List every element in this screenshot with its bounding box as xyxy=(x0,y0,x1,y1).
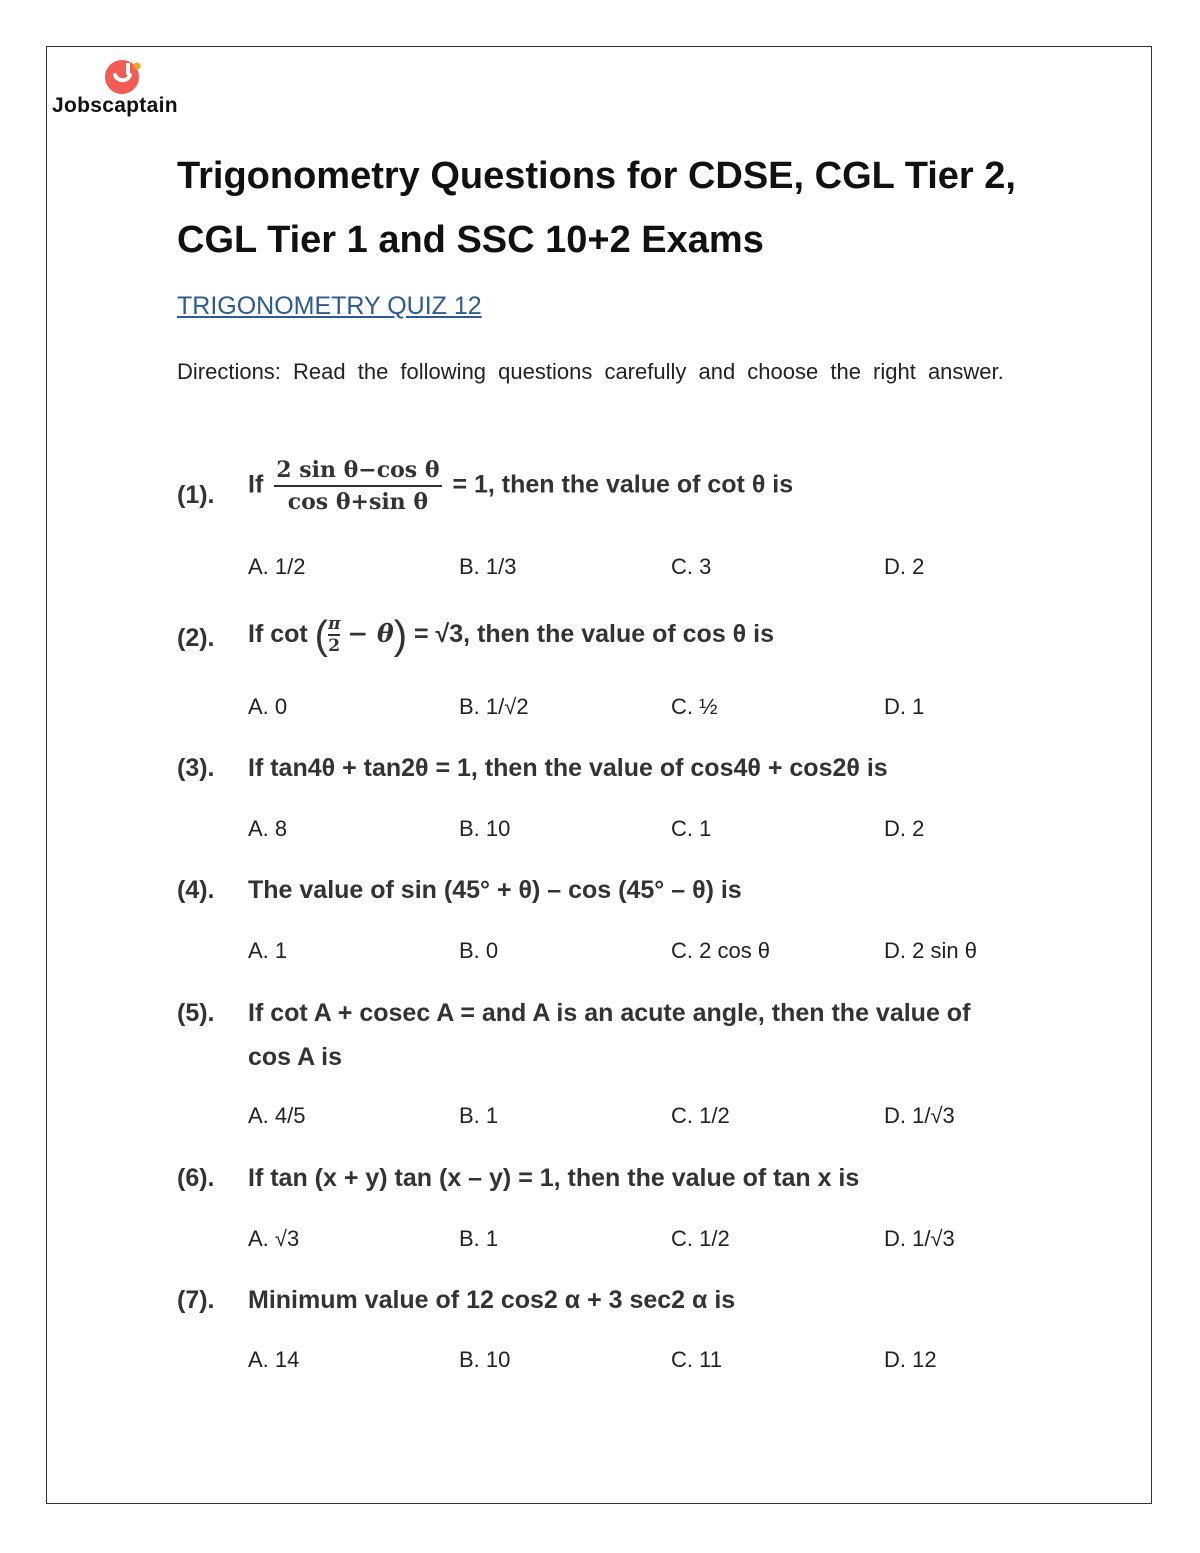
question-2 xyxy=(177,612,1027,668)
question-prefix: If cot xyxy=(248,620,308,648)
inner-term: − θ xyxy=(347,619,394,648)
question-number: (4). xyxy=(177,876,215,904)
option-d[interactable]: D. 2 xyxy=(884,816,925,841)
question-suffix: = √3, then the value of cos θ is xyxy=(414,620,774,648)
logo-text: Jobscaptain xyxy=(52,94,178,117)
option-a[interactable]: A. 1/2 xyxy=(248,554,306,579)
question-prefix: If xyxy=(248,470,264,499)
question-1 xyxy=(177,455,1027,535)
fraction xyxy=(328,614,340,656)
option-a[interactable]: A. 14 xyxy=(248,1347,300,1372)
option-a[interactable]: A. 1 xyxy=(248,938,288,963)
question-text: Minimum value of 12 cos2 α + 3 sec2 α is xyxy=(248,1286,736,1314)
close-paren: ) xyxy=(393,613,408,658)
option-b[interactable]: B. 10 xyxy=(459,1347,511,1372)
question-number: (6). xyxy=(177,1164,215,1192)
option-d[interactable]: D. 1/√3 xyxy=(884,1103,955,1128)
numerator: π xyxy=(328,614,341,635)
logo-mark-icon xyxy=(52,58,197,98)
question-text xyxy=(248,612,1028,657)
option-d[interactable]: D. 1 xyxy=(884,694,925,719)
question-suffix: = 1, then the value of cot θ is xyxy=(452,470,794,499)
question-number: (3). xyxy=(177,754,215,782)
option-a[interactable]: A. 0 xyxy=(248,694,288,719)
option-d[interactable]: D. 2 sin θ xyxy=(884,938,977,963)
denominator: 2 xyxy=(328,636,341,657)
option-c[interactable]: C. 1 xyxy=(671,816,712,841)
option-b[interactable]: B. 1/3 xyxy=(459,554,517,579)
option-a[interactable]: A. √3 xyxy=(248,1226,300,1251)
option-a[interactable]: A. 8 xyxy=(248,816,288,841)
question-number: (2). xyxy=(177,624,215,652)
option-c[interactable]: C. 2 cos θ xyxy=(671,938,771,963)
open-paren: ( xyxy=(314,613,328,658)
page-title: Trigonometry Questions for CDSE, CGL Tier 2, CGL Tier 1 and SSC 10+2 Exams xyxy=(177,155,1016,261)
numerator: 2 sin θ−cos θ xyxy=(274,455,441,487)
option-c[interactable]: C. 1/2 xyxy=(671,1103,730,1128)
option-a[interactable]: A. 4/5 xyxy=(248,1103,306,1128)
question-number: (7). xyxy=(177,1286,215,1314)
option-b[interactable]: B. 1 xyxy=(459,1226,499,1251)
question-text: If tan4θ + tan2θ = 1, then the value of cos4θ + cos2θ is xyxy=(248,754,888,782)
directions: Directions: Read the following questions carefully and choose the right answer. xyxy=(177,359,1004,384)
fraction xyxy=(274,455,441,517)
option-c[interactable]: C. 1/2 xyxy=(671,1226,730,1251)
denominator: cos θ+sin θ xyxy=(287,489,429,515)
option-c[interactable]: C. 3 xyxy=(671,554,712,579)
question-number: (5). xyxy=(177,999,215,1027)
option-d[interactable]: D. 12 xyxy=(884,1347,937,1372)
option-d[interactable]: D. 2 xyxy=(884,554,925,579)
option-b[interactable]: B. 0 xyxy=(459,938,499,963)
option-b[interactable]: B. 10 xyxy=(459,816,511,841)
question-text: If cot A + cosec A = and A is an acute angle, then the value of cos A is xyxy=(248,999,971,1071)
jobscaptain-logo xyxy=(52,58,197,128)
option-b[interactable]: B. 1/√2 xyxy=(459,694,529,719)
option-d[interactable]: D. 1/√3 xyxy=(884,1226,955,1251)
option-c[interactable]: C. 11 xyxy=(671,1347,722,1372)
option-b[interactable]: B. 1 xyxy=(459,1103,499,1128)
option-c[interactable]: C. ½ xyxy=(671,694,718,719)
question-text: If tan (x + y) tan (x – y) = 1, then the value of tan x is xyxy=(248,1164,860,1192)
question-text xyxy=(248,455,1028,517)
question-text: The value of sin (45° + θ) – cos (45° – θ) is xyxy=(248,876,742,904)
quiz-link[interactable]: TRIGONOMETRY QUIZ 12 xyxy=(177,292,482,320)
question-number: (1). xyxy=(177,481,215,509)
